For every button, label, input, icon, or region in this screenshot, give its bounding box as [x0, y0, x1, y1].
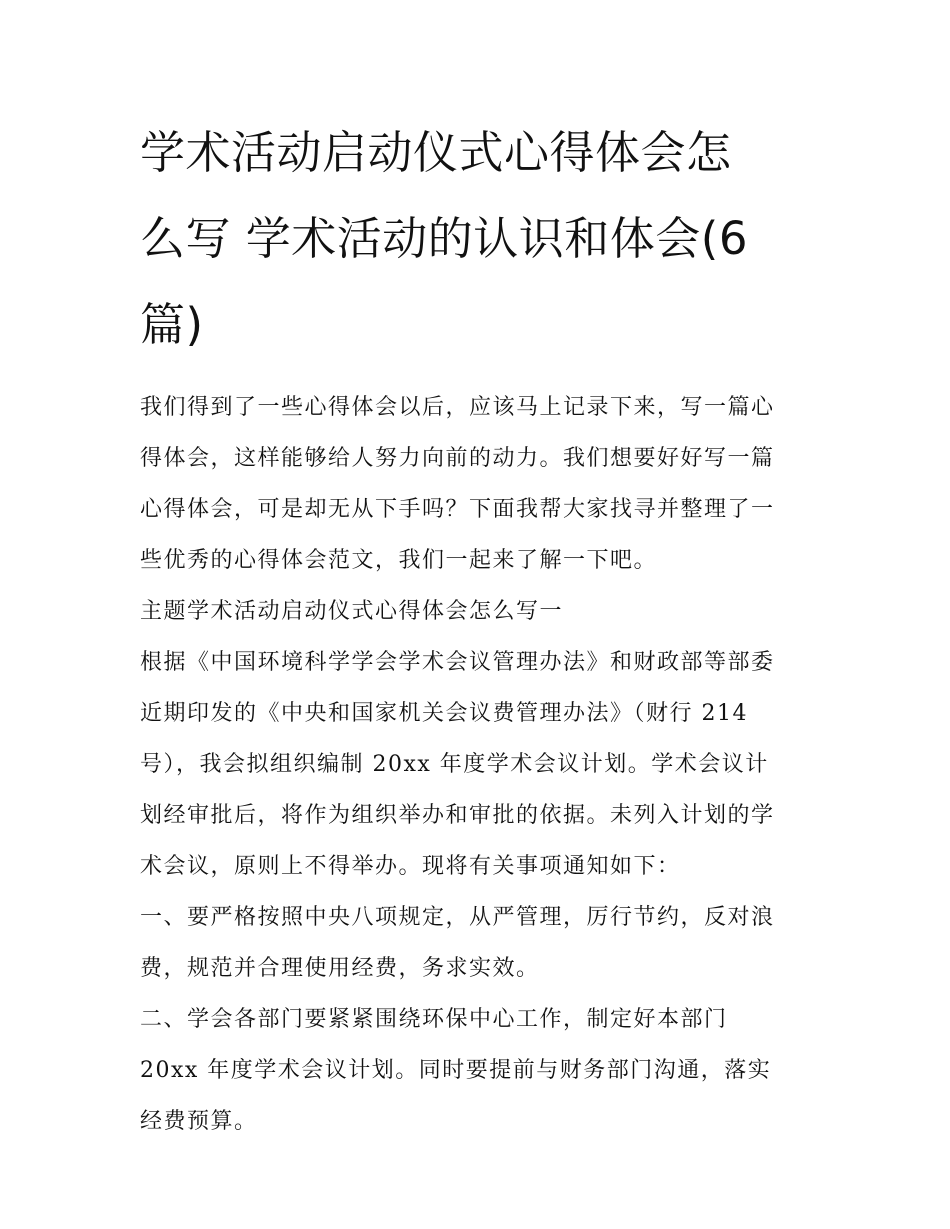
text-line: 得体会，这样能够给人努力向前的动力。我们想要好好写一篇: [140, 446, 775, 471]
notice-paragraph: [140, 637, 820, 892]
text-line: 主题学术活动启动仪式心得体会怎么写一: [140, 599, 564, 624]
text-line: 些优秀的心得体会范文，我们一起来了解一下吧。: [140, 548, 658, 573]
text-line: 心得体会，可是却无从下手吗？下面我帮大家找寻并整理了一: [140, 497, 775, 522]
text-line: 号），我会拟组织编制 20xx 年度学术会议计划。学术会议计: [140, 752, 769, 777]
document-title: [140, 110, 820, 368]
text-line: 近期印发的《中央和国家机关会议费管理办法》（财行 214: [140, 701, 748, 726]
text-line: 经费预算。: [140, 1109, 258, 1134]
text-line: 二、学会各部门要紧紧围绕环保中心工作，制定好本部门: [140, 1007, 728, 1032]
text-line: 一、要严格按照中央八项规定，从严管理，厉行节约，反对浪: [140, 905, 775, 930]
text-line: 20xx 年度学术会议计划。同时要提前与财务部门沟通，落实: [140, 1058, 772, 1083]
title-line: 篇): [140, 298, 204, 351]
list-item-1: [140, 892, 820, 994]
text-line: 我们得到了一些心得体会以后，应该马上记录下来，写一篇心: [140, 395, 775, 420]
title-line: 学术活动启动仪式心得体会怎: [140, 126, 732, 179]
document-body: [140, 382, 820, 1147]
list-item-2: [140, 994, 820, 1147]
text-line: 费，规范并合理使用经费，务求实效。: [140, 956, 540, 981]
text-line: 术会议，原则上不得举办。现将有关事项通知如下：: [140, 854, 681, 879]
text-line: 根据《中国环境科学学会学术会议管理办法》和财政部等部委: [140, 650, 775, 675]
intro-paragraph: [140, 382, 820, 586]
section-heading: [140, 586, 820, 637]
text-line: 划经审批后，将作为组织举办和审批的依据。未列入计划的学: [140, 803, 775, 828]
title-line: 么写 学术活动的认识和体会(6: [140, 212, 748, 265]
